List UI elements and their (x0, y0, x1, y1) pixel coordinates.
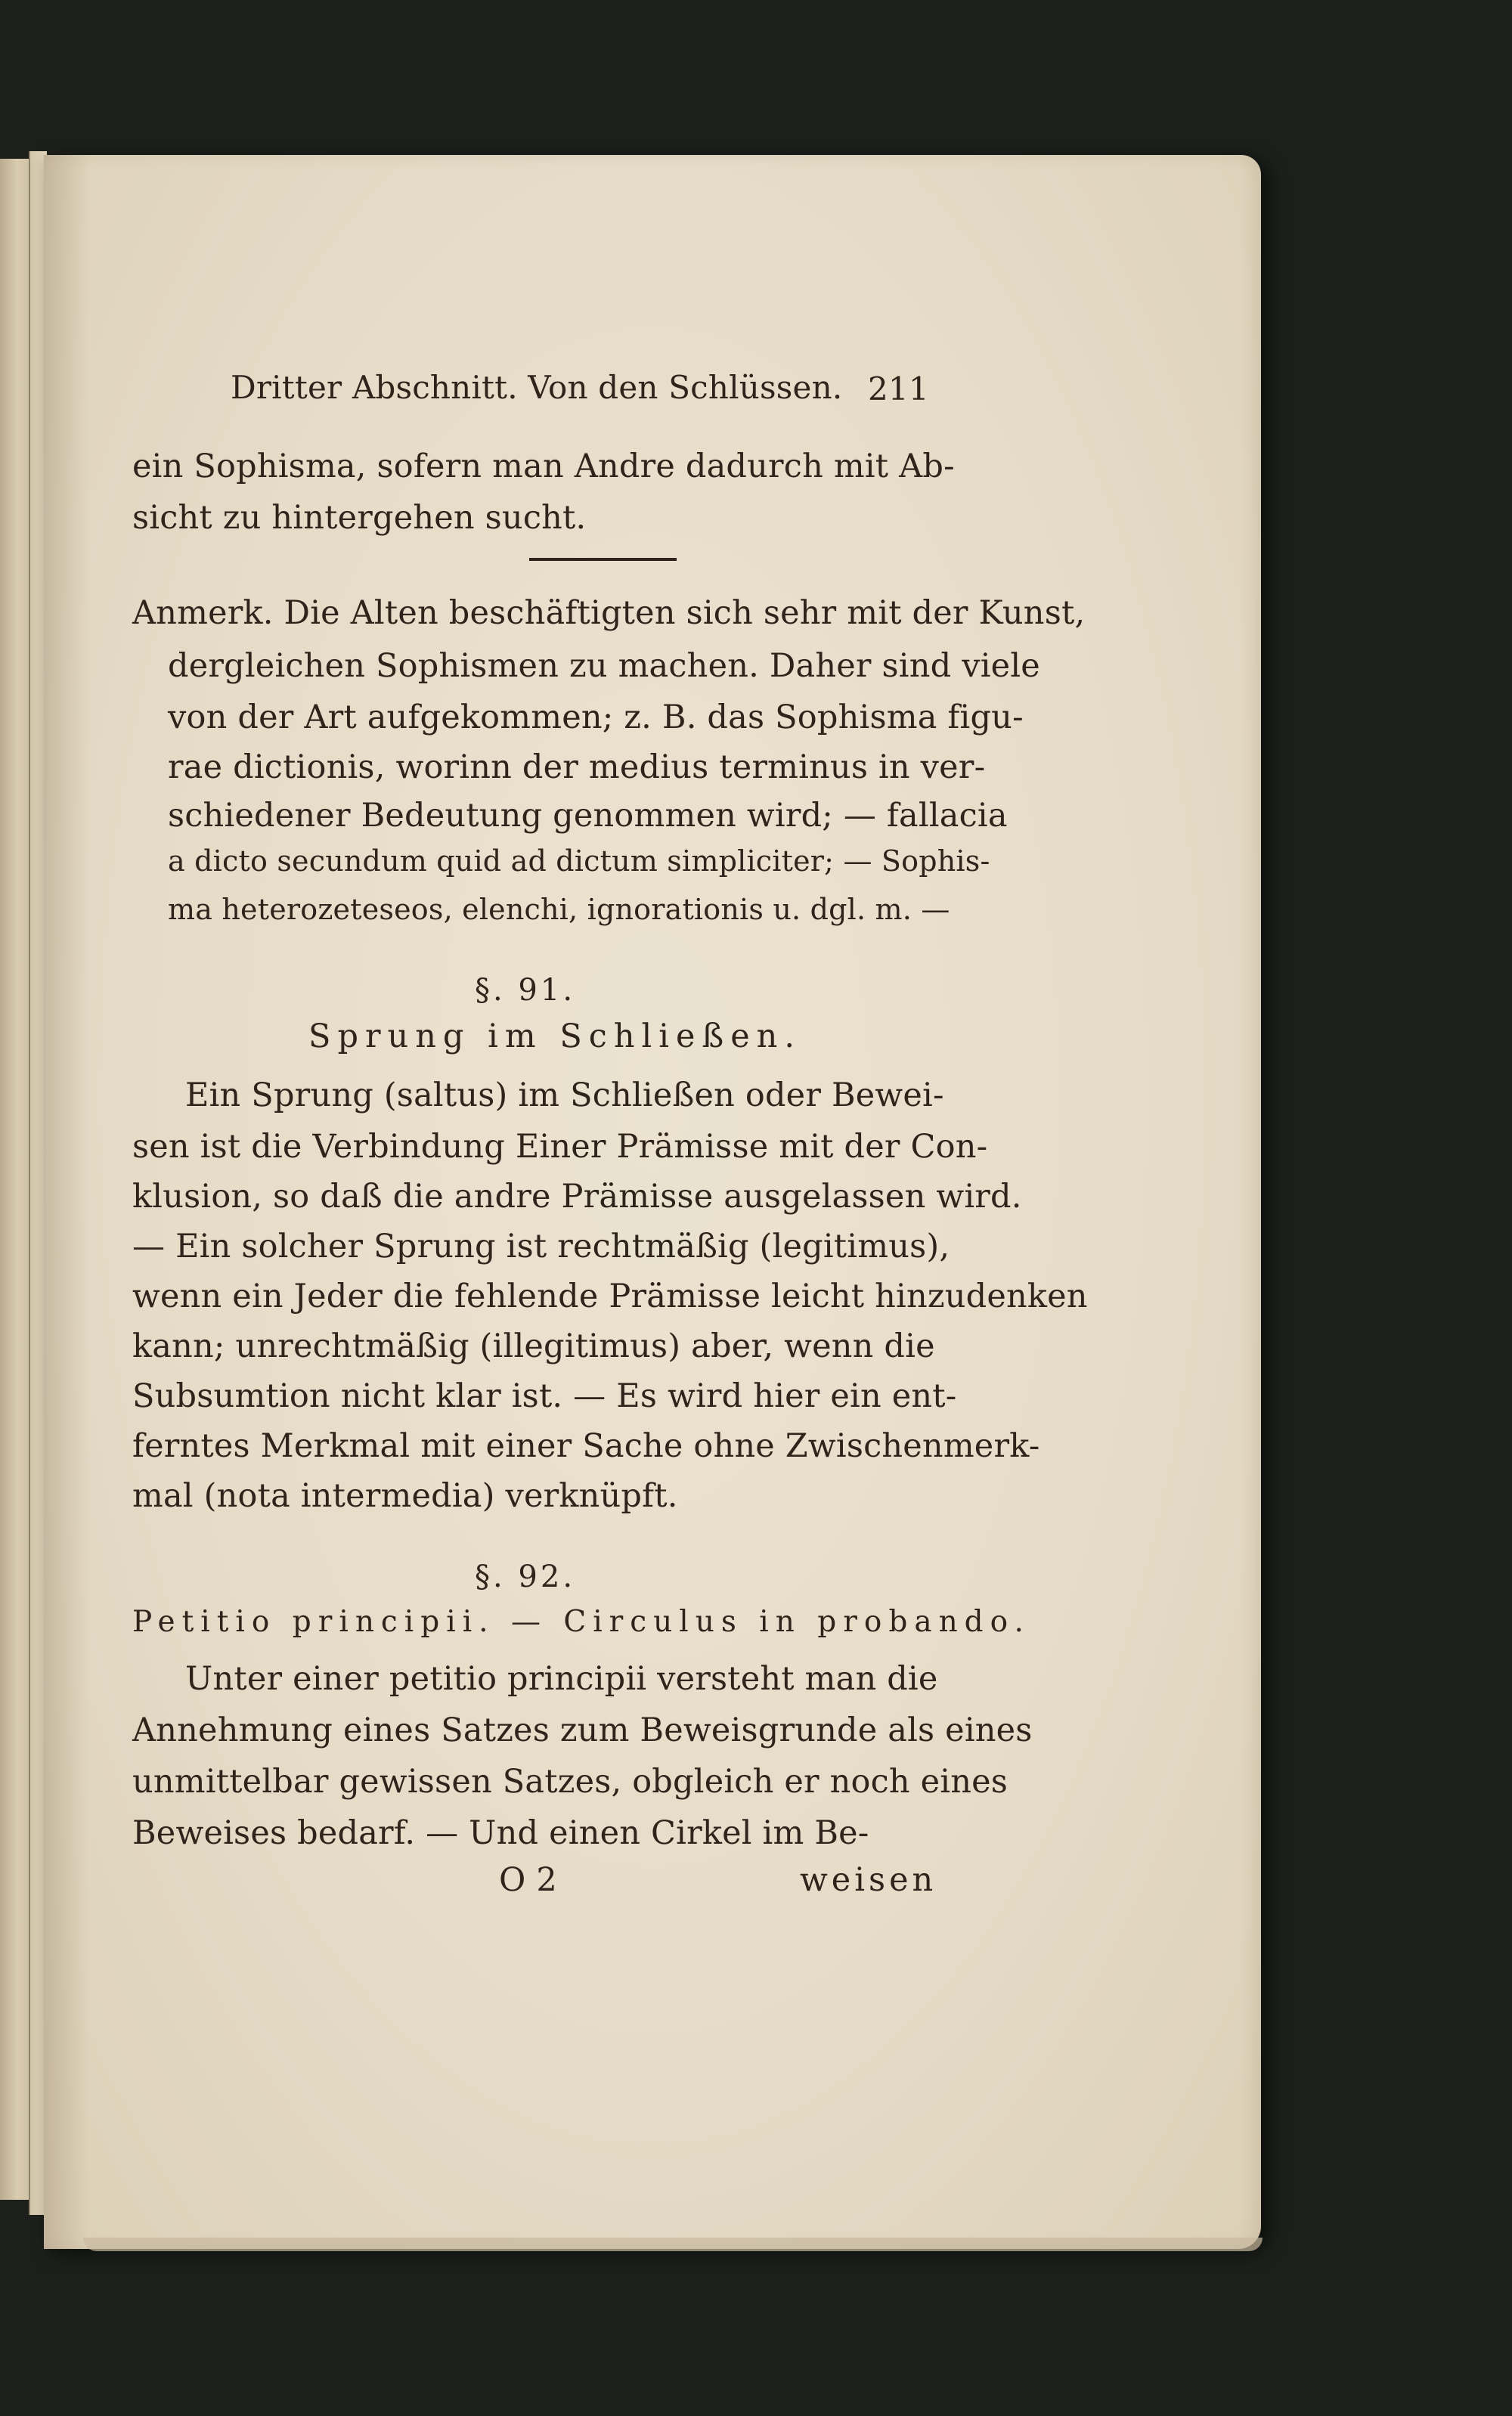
text-line: sen ist die Verbindung Einer Prämisse mit der Con- (132, 1128, 988, 1166)
text-line: klusion, so daß die andre Prämisse ausgelassen wird. (132, 1178, 1022, 1216)
page-number: 211 (868, 370, 929, 407)
note-line: dergleichen Sophismen zu machen. Daher sind viele (168, 647, 1040, 685)
text-line: Subsumtion nicht klar ist. — Es wird hier ein ent- (132, 1377, 957, 1415)
note-line: schiedener Bedeutung genommen wird; — fallacia (168, 797, 1008, 835)
text-line: Annehmung eines Satzes zum Beweisgrunde als eines (132, 1711, 1033, 1749)
text-line: unmittelbar gewissen Satzes, obgleich er noch eines (132, 1763, 1009, 1801)
note-line: a dicto secundum quid ad dictum simpliciter; — Sophis- (168, 844, 990, 878)
signature-mark: O 2 (499, 1861, 557, 1899)
text-line: — Ein solcher Sprung ist rechtmäßig (legitimus), (132, 1228, 950, 1265)
section-rule (529, 558, 677, 561)
text-line: Ein Sprung (saltus) im Schließen oder Bewei- (185, 1076, 944, 1114)
note-line: ma heterozeteseos, elenchi, ignorationis u. dgl. m. — (168, 893, 950, 926)
section-heading: Petitio principii. — Circulus in probando. (132, 1605, 1030, 1639)
section-number: §. 92. (475, 1560, 576, 1594)
text-line: mal (nota intermedia) verknüpft. (132, 1477, 678, 1515)
text-line: Beweises bedarf. — Und einen Cirkel im Be- (132, 1814, 869, 1852)
book-left-edge (0, 159, 29, 2200)
text-line: ferntes Merkmal mit einer Sache ohne Zwischenmerk- (132, 1427, 1040, 1465)
note-line: Anmerk. Die Alten beschäftigten sich sehr mit der Kunst, (132, 594, 1086, 632)
text-line: kann; unrechtmäßig (illegitimus) aber, wenn die (132, 1327, 935, 1365)
section-heading: Sprung im Schließen. (308, 1018, 802, 1055)
note-line: von der Art aufgekommen; z. B. das Sophisma figu- (168, 698, 1024, 736)
text-line: wenn ein Jeder die fehlende Prämisse leicht hinzudenken (132, 1278, 1088, 1315)
text-line: ein Sophisma, sofern man Andre dadurch mit Ab- (132, 448, 955, 485)
text-line: sicht zu hintergehen sucht. (132, 499, 587, 537)
section-number: §. 91. (475, 973, 576, 1008)
page-bottom-edge (83, 2238, 1263, 2251)
note-line: rae dictionis, worinn der medius terminus in ver- (168, 748, 986, 786)
catchword: weisen (800, 1861, 937, 1899)
gutter-shadow (44, 155, 89, 2249)
running-title: Dritter Abschnitt. Von den Schlüssen. (231, 369, 843, 406)
text-line: Unter einer petitio principii versteht man die (185, 1660, 938, 1698)
